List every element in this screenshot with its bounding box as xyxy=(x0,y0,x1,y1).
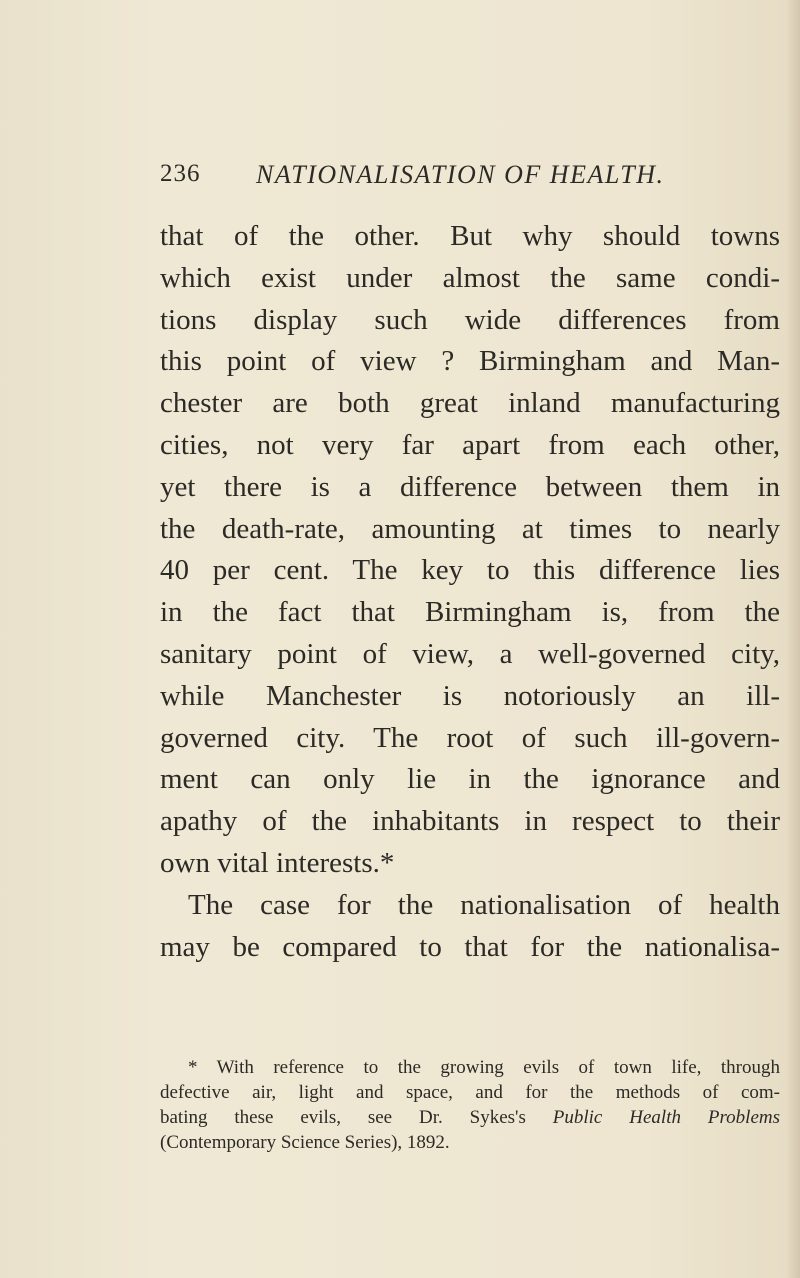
footnote-line xyxy=(160,1105,780,1130)
text-line: may be compared to that for the nationalisa- xyxy=(160,930,780,963)
text-line: while Manchester is notoriously an ill- xyxy=(160,679,780,712)
text-line: governed city. The root of such ill-govern- xyxy=(160,721,780,754)
text-line: the death-rate, amounting at times to nearly xyxy=(160,512,780,545)
text-line: apathy of the inhabitants in respect to their xyxy=(160,805,780,838)
text-line: own vital interests.* xyxy=(160,846,395,879)
footnote-text: bating these evils, see Dr. Sykes's xyxy=(160,1107,553,1128)
text-line: The case for the nationalisation of health xyxy=(188,888,780,921)
page-number: 236 xyxy=(160,160,201,187)
body-text xyxy=(160,216,780,968)
page-edge-shadow xyxy=(786,0,800,1278)
text-line: this point of view ? Birmingham and Man- xyxy=(160,345,780,378)
footnote-line: defective air, light and space, and for the methods of com- xyxy=(160,1082,780,1103)
text-line: chester are both great inland manufacturing xyxy=(160,387,780,420)
running-head xyxy=(160,160,780,200)
text-line: that of the other. But why should towns xyxy=(160,220,780,252)
footnote xyxy=(160,1055,780,1155)
footnote-line: (Contemporary Science Series), 1892. xyxy=(160,1132,450,1153)
text-line: 40 per cent. The key to this difference lies xyxy=(160,554,780,587)
text-line: ment can only lie in the ignorance and xyxy=(160,763,780,796)
text-line: sanitary point of view, a well-governed city, xyxy=(160,637,780,670)
text-line: yet there is a difference between them in xyxy=(160,470,780,503)
cited-book-title: Public Health Problems xyxy=(552,1107,780,1128)
text-line: in the fact that Birmingham is, from the xyxy=(160,596,780,629)
running-title: NATIONALISATION OF HEALTH. xyxy=(256,160,665,189)
footnote-line: * With reference to the growing evils of town life, through xyxy=(188,1057,780,1078)
text-line: tions display such wide differences from xyxy=(160,303,780,336)
text-line: which exist under almost the same condi- xyxy=(160,261,780,294)
text-line: cities, not very far apart from each other, xyxy=(160,428,780,461)
